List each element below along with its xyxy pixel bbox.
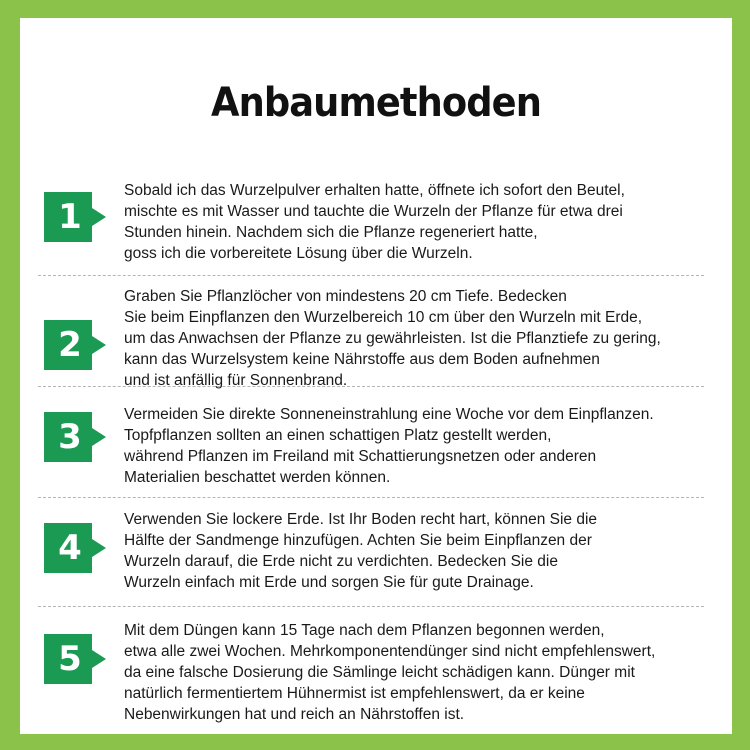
step-text (124, 286, 724, 391)
step-text-line: Stunden hinein. Nachdem sich die Pflanze regeneriert hatte, (124, 224, 538, 241)
divider (38, 497, 704, 498)
step-number: 4 (58, 528, 82, 568)
step-text-line: Materialien beschattet werden können. (124, 469, 391, 486)
step-text-line: Wurzeln einfach mit Erde und sorgen Sie für gute Drainage. (124, 574, 534, 591)
step-number-badge (44, 523, 106, 573)
step-text-line: Topfpflanzen sollten an einen schattigen Platz gestellt werden, (124, 427, 552, 444)
step-text-line: da eine falsche Dosierung die Sämlinge leicht schädigen kann. Dünger mit (124, 664, 635, 681)
step-text-line: Vermeiden Sie direkte Sonneneinstrahlung eine Woche vor dem Einpflanzen. (124, 406, 654, 423)
step-text-line: Hälfte der Sandmenge hinzufügen. Achten Sie beim Einpflanzen der (124, 532, 592, 549)
step-text-line: um das Anwachsen der Pflanze zu gewährleisten. Ist die Pflanztiefe zu gering, (124, 330, 661, 347)
step-text-line: Graben Sie Pflanzlöcher von mindestens 20 cm Tiefe. Bedecken (124, 288, 567, 305)
step-text (124, 180, 724, 264)
step-text-line: während Pflanzen im Freiland mit Schattierungsnetzen oder anderen (124, 448, 597, 465)
step-number: 1 (58, 197, 82, 237)
divider (38, 386, 704, 387)
step-number: 5 (58, 639, 82, 679)
page-title: Anbaumethoden (211, 80, 541, 126)
step-number: 3 (58, 417, 82, 457)
step-text-line: Verwenden Sie lockere Erde. Ist Ihr Boden recht hart, können Sie die (124, 511, 598, 528)
step-number: 2 (58, 325, 82, 365)
content-card (20, 18, 732, 734)
step-text-line: mischte es mit Wasser und tauchte die Wurzeln der Pflanze für etwa drei (124, 203, 623, 220)
divider (38, 275, 704, 276)
step-text-line: kann das Wurzelsystem keine Nährstoffe aus dem Boden aufnehmen (124, 351, 600, 368)
step-text-line: Wurzeln darauf, die Erde nicht zu verdichten. Bedecken Sie die (124, 553, 558, 570)
divider (38, 606, 704, 607)
step-text-line: goss ich die vorbereitete Lösung über die Wurzeln. (124, 245, 473, 262)
step-number-badge (44, 634, 106, 684)
step-text-line: Sie beim Einpflanzen den Wurzelbereich 10 cm über den Wurzeln mit Erde, (124, 309, 643, 326)
step-text (124, 509, 724, 593)
step-number-badge (44, 412, 106, 462)
step-number-badge (44, 192, 106, 242)
step-number-badge (44, 320, 106, 370)
step-text-line: etwa alle zwei Wochen. Mehrkomponentendünger sind nicht empfehlenswert, (124, 643, 656, 660)
step-text-line: Sobald ich das Wurzelpulver erhalten hatte, öffnete ich sofort den Beutel, (124, 182, 625, 199)
step-text-line: Nebenwirkungen hat und reich an Nährstoffen ist. (124, 706, 465, 723)
step-text (124, 404, 724, 488)
step-text-line: natürlich fermentiertem Hühnermist ist empfehlenswert, da er keine (124, 685, 585, 702)
step-text (124, 620, 724, 725)
step-text-line: Mit dem Düngen kann 15 Tage nach dem Pflanzen begonnen werden, (124, 622, 605, 639)
step-text-line: und ist anfällig für Sonnenbrand. (124, 372, 348, 389)
